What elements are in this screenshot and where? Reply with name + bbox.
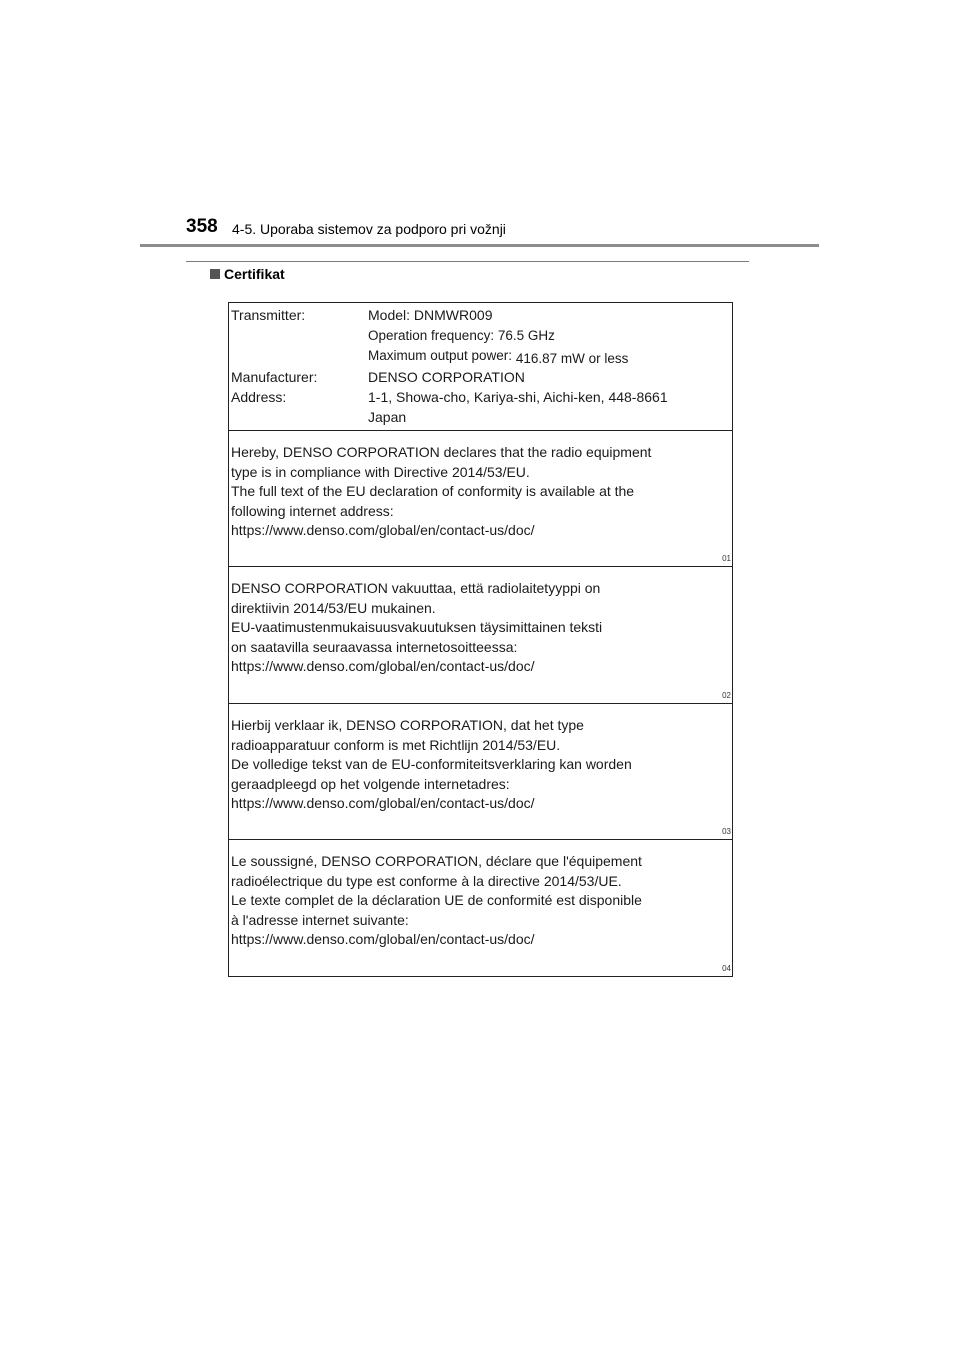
declaration-block xyxy=(229,703,732,840)
spec-key: Model: xyxy=(368,307,411,323)
declaration-text: DENSO CORPORATION vakuuttaa, että radiolaitetyyppi on direktiivin 2014/53/EU mukainen. EU-vaatimustenmukaisuusvakuutuksen täysimittainen teksti on saatavilla seuraavassa internetosoitteessa: https://www.denso.com/global/en/contact-us/doc/ xyxy=(231,580,603,674)
declaration-text: Hereby, DENSO CORPORATION declares that the radio equipment type is in compliance with Directive 2014/53/EU. The full text of the EU declaration of conformity is available at the following internet address: https://www.denso.com/global/en/contact-us/doc/ xyxy=(231,444,652,538)
chapter-title: 4-5. Uporaba sistemov za podporo pri vožnji xyxy=(232,221,506,237)
block-number: 02 xyxy=(722,691,731,700)
section-divider xyxy=(186,261,749,262)
spec-value: DENSO CORPORATION xyxy=(368,369,525,385)
spec-key: Maximum output power: xyxy=(368,348,513,363)
spec-value: DNMWR009 xyxy=(413,307,493,323)
declaration-block xyxy=(229,839,732,977)
block-number: 03 xyxy=(722,827,731,836)
header-divider xyxy=(140,244,819,247)
spec-label: Manufacturer: xyxy=(231,369,318,385)
certificate-box xyxy=(228,302,733,977)
spec-value-group xyxy=(368,326,555,346)
spec-label: Address: xyxy=(231,389,287,405)
square-bullet-icon xyxy=(210,269,220,279)
section-heading xyxy=(210,266,285,282)
block-number: 01 xyxy=(722,554,731,563)
spec-value: Japan xyxy=(368,409,407,425)
declaration-text: Hierbij verklaar ik, DENSO CORPORATION, dat het type radioapparatuur conform is met Richtlijn 2014/53/EU. De volledige tekst van de EU-conformiteitsverklaring kan worden geraadpleegd op het volgende internetadres: https://www.denso.com/global/en/contact-us/doc/ xyxy=(231,717,632,811)
spec-value: 416.87 mW or less xyxy=(515,351,629,366)
spec-value-group xyxy=(368,305,493,325)
spec-value: 1-1, Showa-cho, Kariya-shi, Aichi-ken, 448-8661 xyxy=(368,389,668,405)
declaration-text: Le soussigné, DENSO CORPORATION, déclare que l'équipement radioélectrique du type est conforme à la directive 2014/53/UE. Le texte complet de la déclaration UE de conformité est disponible à l'adresse internet suivante: https://www.denso.com/global/en/contact-us/doc/ xyxy=(231,853,642,947)
spec-block xyxy=(229,303,732,430)
declaration-block xyxy=(229,430,732,567)
spec-value: 76.5 GHz xyxy=(497,328,555,343)
page-number: 358 xyxy=(186,216,218,237)
declaration-block xyxy=(229,566,732,704)
spec-key: Operation frequency: xyxy=(368,328,495,343)
spec-label: Transmitter: xyxy=(231,307,306,323)
spec-value-group xyxy=(368,346,628,366)
block-number: 04 xyxy=(722,964,731,973)
section-title: Certifikat xyxy=(224,266,285,282)
